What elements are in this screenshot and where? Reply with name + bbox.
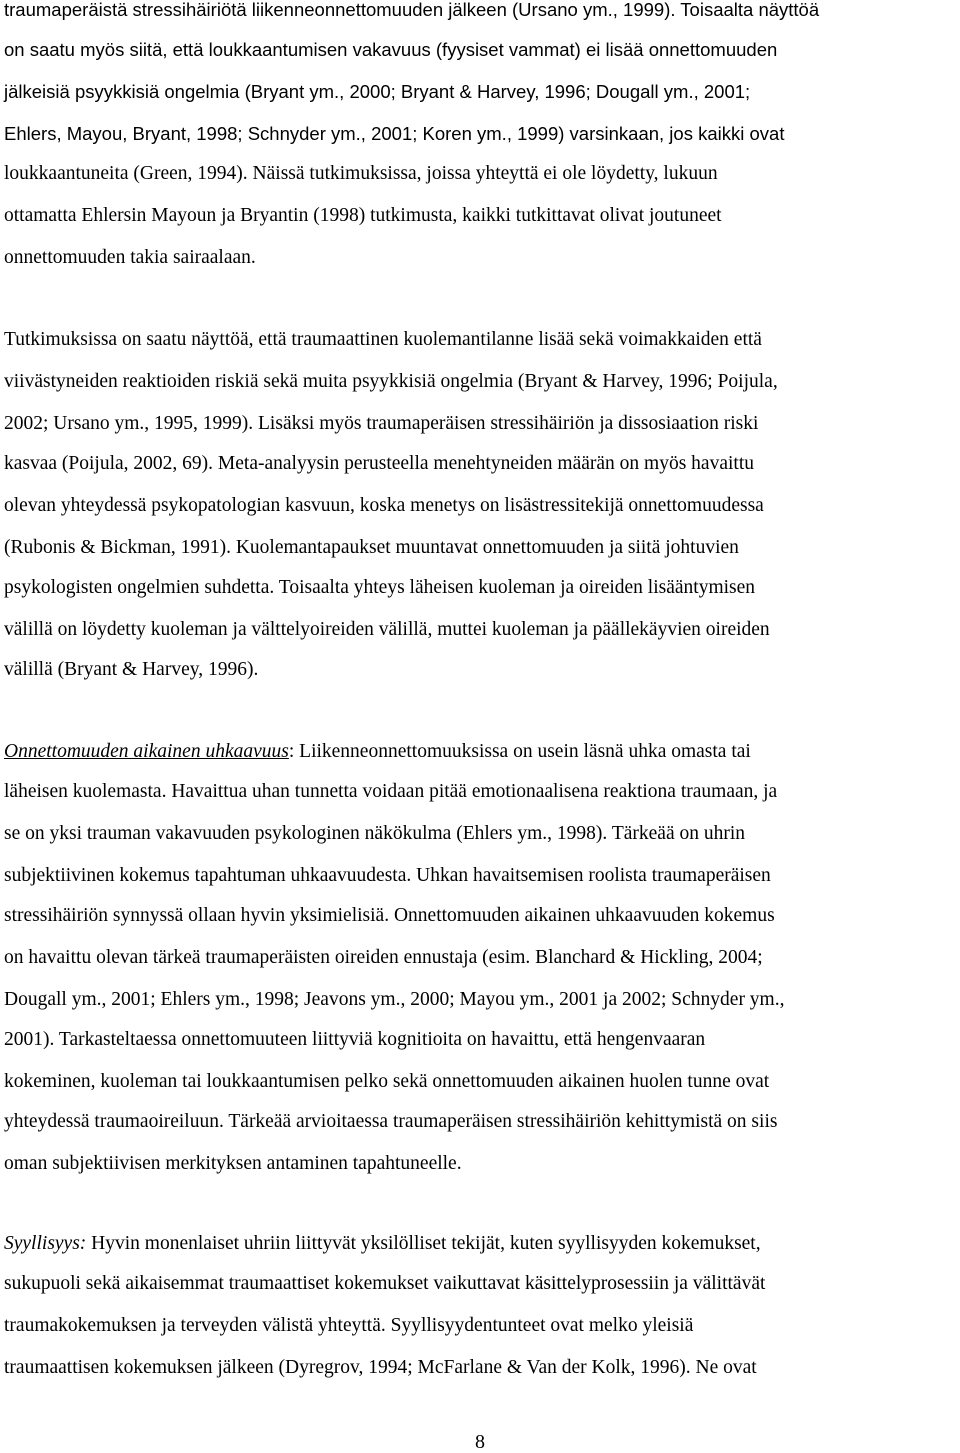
text-line: sukupuoli sekä aikaisemmat traumaattiset kokemukset vaikuttavat käsittelyprosessiin ja välittävät [4,1273,766,1294]
text-line: oman subjektiivisen merkityksen antaminen tapahtuneelle. [4,1153,462,1174]
text-line: loukkaantuneita (Green, 1994). Näissä tutkimuksissa, joissa yhteyttä ei ole löydetty, lukuun [4,163,718,184]
text-line: 2002; Ursano ym., 1995, 1999). Lisäksi myös traumaperäisen stressihäiriön ja dissosiaation riski [4,413,759,434]
text-line: traumaattisen kokemuksen jälkeen (Dyregrov, 1994; McFarlane & Van der Kolk, 1996). Ne ovat [4,1357,757,1378]
text-line: 2001). Tarkasteltaessa onnettomuuteen liittyviä kognitioita on havaittu, että hengenvaaran [4,1029,706,1050]
text-line: kokeminen, kuoleman tai loukkaantumisen pelko sekä onnettomuuden aikainen huolen tunne ovat [4,1071,770,1092]
text-line: ottamatta Ehlersin Mayoun ja Bryantin (1998) tutkimusta, kaikki tutkittavat olivat joutuneet [4,205,722,226]
text-line: traumakokemuksen ja terveyden välistä yhteyttä. Syyllisyydentunteet ovat melko yleisiä [4,1315,694,1336]
text-line: välillä (Bryant & Harvey, 1996). [4,659,259,680]
text-line: se on yksi trauman vakavuuden psykologinen näkökulma (Ehlers ym., 1998). Tärkeää on uhrin [4,823,746,844]
text-line: Tutkimuksissa on saatu näyttöä, että traumaattinen kuolemantilanne lisää sekä voimakkaiden että [4,329,762,350]
text-line: läheisen kuolemasta. Havaittua uhan tunnetta voidaan pitää emotionaalisena reaktiona traumaan, ja [4,781,778,802]
text-line: (Rubonis & Bickman, 1991). Kuolemantapaukset muuntavat onnettomuuden ja siitä johtuvien [4,537,739,558]
section-heading-threat: Onnettomuuden aikainen uhkaavuus [4,741,289,762]
text-line: Syyllisyys: Hyvin monenlaiset uhriin liittyvät yksilölliset tekijät, kuten syyllisyyden kokemukset, [4,1233,761,1254]
text-line: Dougall ym., 2001; Ehlers ym., 1998; Jeavons ym., 2000; Mayou ym., 2001 ja 2002; Schnyder ym., [4,989,785,1010]
text-line: olevan yhteydessä psykopatologian kasvuun, koska menetys on lisästressitekijä onnettomuudessa [4,495,764,516]
text-line: traumaperäistä stressihäiriötä liikenneonnettomuuden jälkeen (Ursano ym., 1999). Toisaalta näyttöä [4,0,820,20]
section-heading-guilt: Syyllisyys: [4,1233,87,1254]
text-line: välillä on löydetty kuoleman ja välttelyoireiden välillä, muttei kuoleman ja päällekäyvien oireiden [4,619,770,640]
text-line: on havaittu olevan tärkeä traumaperäisten oireiden ennustaja (esim. Blanchard & Hickling, 2004; [4,947,763,968]
text-line: Ehlers, Mayou, Bryant, 1998; Schnyder ym., 2001; Koren ym., 1999) varsinkaan, jos kaikki ovat [4,123,785,144]
text-line: subjektiivinen kokemus tapahtuman uhkaavuudesta. Uhkan havaitsemisen roolista traumaperäisen [4,865,771,886]
text-line: viivästyneiden reaktioiden riskiä sekä muita psyykkisiä ongelmia (Bryant & Harvey, 1996; Poijula, [4,371,778,392]
text-line: onnettomuuden takia sairaalaan. [4,247,256,268]
text-line: psykologisten ongelmien suhdetta. Toisaalta yhteys läheisen kuoleman ja oireiden lisääntymisen [4,577,756,598]
text-line: Onnettomuuden aikainen uhkaavuus: Liikenneonnettomuuksissa on usein läsnä uhka omasta tai [4,741,751,762]
page-number: 8 [475,1431,485,1453]
text-line: yhteydessä traumaoireiluun. Tärkeää arvioitaessa traumaperäisen stressihäiriön kehittymistä on siis [4,1111,778,1132]
text-line: kasvaa (Poijula, 2002, 69). Meta-analyysin perusteella menehtyneiden määrän on myös havaittu [4,453,754,474]
text-line: on saatu myös siitä, että loukkaantumisen vakavuus (fyysiset vammat) ei lisää onnettomuuden [4,39,778,60]
text-line: stressihäiriön synnyssä ollaan hyvin yksimielisiä. Onnettomuuden aikainen uhkaavuuden kokemus [4,905,775,926]
text-line: jälkeisiä psyykkisiä ongelmia (Bryant ym., 2000; Bryant & Harvey, 1996; Dougall ym., 2001; [4,81,751,102]
